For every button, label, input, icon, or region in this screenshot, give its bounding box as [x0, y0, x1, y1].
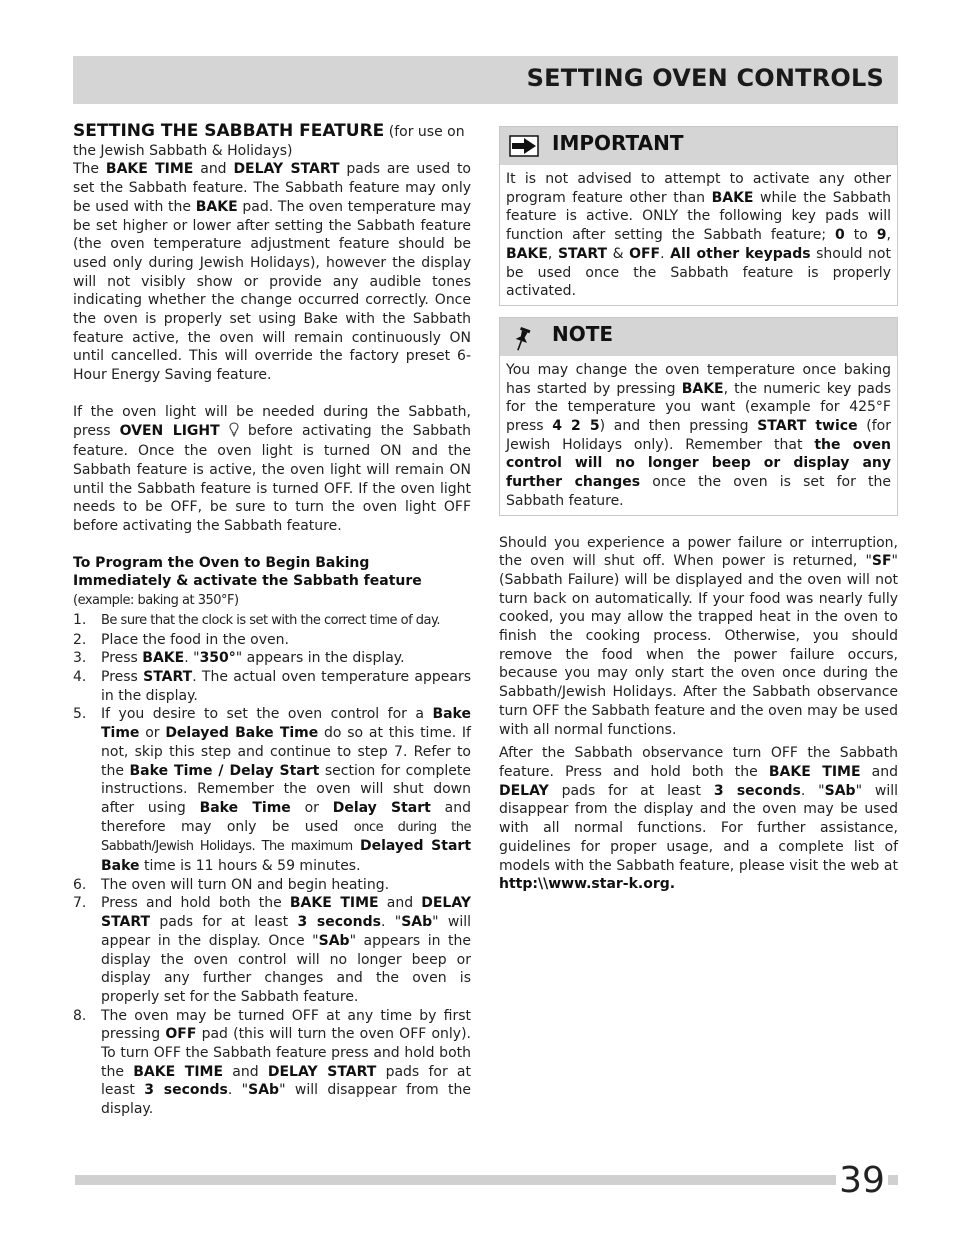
- section-subtitle-cont: the Jewish Sabbath & Holidays): [73, 142, 293, 159]
- list-item: 8. The oven may be turned OFF at any time by first pressing OFF pad (this will turn the oven OFF only). To turn OFF the Sabbath feature press and hold both the BAKE TIME and DELAY START pads for at least 3 seconds. "SAb" will disappear from the display.: [73, 1007, 472, 1118]
- program-heading: To Program the Oven to Begin Baking Immediately & activate the Sabbath feature (example: baking at 350°F): [73, 554, 422, 609]
- sabbath-paragraph-2: If the oven light will be needed during the Sabbath, press OVEN LIGHT before activating the Sabbath feature. Once the oven light is turned ON and the Sabbath feature is active, the oven light will remain ON until the Sabbath feature is turned OFF. If the oven light needs to be OFF, be sure to turn the oven light OFF before activating the Sabbath feature.: [73, 403, 471, 535]
- list-item: 5. If you desire to set the oven control for a Bake Time or Delayed Bake Time do so at this time. If not, skip this step and continue to step 7. Refer to the Bake Time / Delay Start section for complete instructions. Remember the oven will shut down after using Bake Time or Delay Start and therefore may only be used once during the Sabbath/Jewish Holidays. The maximum Delayed Start Bake time is 11 hours & 59 minutes.: [73, 706, 472, 875]
- section-subtitle: (for use on: [388, 124, 465, 140]
- note-header: [500, 318, 897, 356]
- list-item: 7. Press and hold both the BAKE TIME and DELAY START pads for at least 3 seconds. "SAb" will appear in the display. Once "SAb" appears in the display the oven control will no longer beep or display any further changes and the oven is properly set for the Sabbath feature.: [73, 895, 472, 1005]
- important-body: It is not advised to attempt to activate any other program feature other than BAKE while the Sabbath feature is active. ONLY the following key pads will function after setting the Sabbath feature; 0 to 9, BAKE, START & OFF. All other keypads should not be used once the Sabbath feature is properly activated.: [506, 171, 891, 300]
- list-item: 1. Be sure that the clock is set with the correct time of day.: [73, 611, 440, 628]
- section-title: SETTING THE SABBATH FEATURE: [73, 121, 385, 141]
- list-item: 2. Place the food in the oven.: [73, 631, 289, 648]
- important-box: [499, 126, 898, 306]
- left-column: [73, 122, 471, 1119]
- sabbath-heading: [73, 122, 471, 160]
- steps-list: [73, 611, 471, 1119]
- pushpin-icon: [509, 326, 535, 358]
- footer-bar: [75, 1175, 898, 1185]
- list-item: 3. Press BAKE. "350°" appears in the display.: [73, 650, 405, 667]
- light-bulb-icon: [229, 422, 239, 443]
- page-number: 39: [836, 1158, 888, 1204]
- note-body: You may change the oven temperature once baking has started by pressing BAKE, the numeric key pads for the temperature you want (example for 425°F press 4 2 5) and then pressing START twice (for Jewish Holidays only). Remember that the oven control will no longer beep or display any further changes once the oven is set for the Sabbath feature.: [506, 361, 891, 509]
- important-title: IMPORTANT: [552, 131, 684, 155]
- power-failure-paragraph: Should you experience a power failure or interruption, the oven will shut off. When power is returned, "SF" (Sabbath Failure) will be displayed and the oven will not turn back on automatically. If your food was nearly fully cooked, you may allow the trapped heat in the oven to finish the cooking process. Otherwise, you should remove the food when the power failure occurs, because you may only start the oven once during the Sabbath/Jewish Holidays. After the Sabbath observance turn OFF the Sabbath feature and the oven may be used with all normal functions.: [499, 534, 898, 738]
- header-bar: [73, 56, 898, 104]
- website-link[interactable]: http:\\www.star-k.org.: [499, 876, 676, 893]
- note-box: [499, 317, 898, 516]
- sabbath-paragraph-1: The BAKE TIME and DELAY START pads are used to set the Sabbath feature. The Sabbath feature may only be used with the BAKE pad. The oven temperature may be set higher or lower after setting the Sabbath feature (the oven temperature adjustment feature should be used only during Jewish Holidays), however the display will not visibly show or provide any audible tones indicating whether the change occurred correctly. Once the oven is properly set using Bake with the Sabbath feature active, the oven will remain continuously ON until cancelled. This will override the factory preset 6-Hour Energy Saving feature.: [73, 161, 471, 384]
- arrow-right-icon: [509, 135, 539, 163]
- note-title: NOTE: [552, 321, 614, 346]
- page-title: SETTING OVEN CONTROLS: [526, 64, 884, 92]
- after-sabbath-paragraph: After the Sabbath observance turn OFF the Sabbath feature. Press and hold both the BAKE TIME and DELAY pads for at least 3 seconds. "SAb" will disappear from the display and the oven may be used with all normal functions. For further assistance, guidelines for proper usage, and a complete list of models with the Sabbath feature, please visit the web at http:\\www.star-k.org.: [499, 745, 899, 893]
- right-column: [499, 126, 898, 894]
- list-item: 6. The oven will turn ON and begin heating.: [73, 876, 390, 893]
- important-header: [500, 127, 897, 165]
- list-item: 4. Press START. The actual oven temperature appears in the display.: [73, 668, 472, 704]
